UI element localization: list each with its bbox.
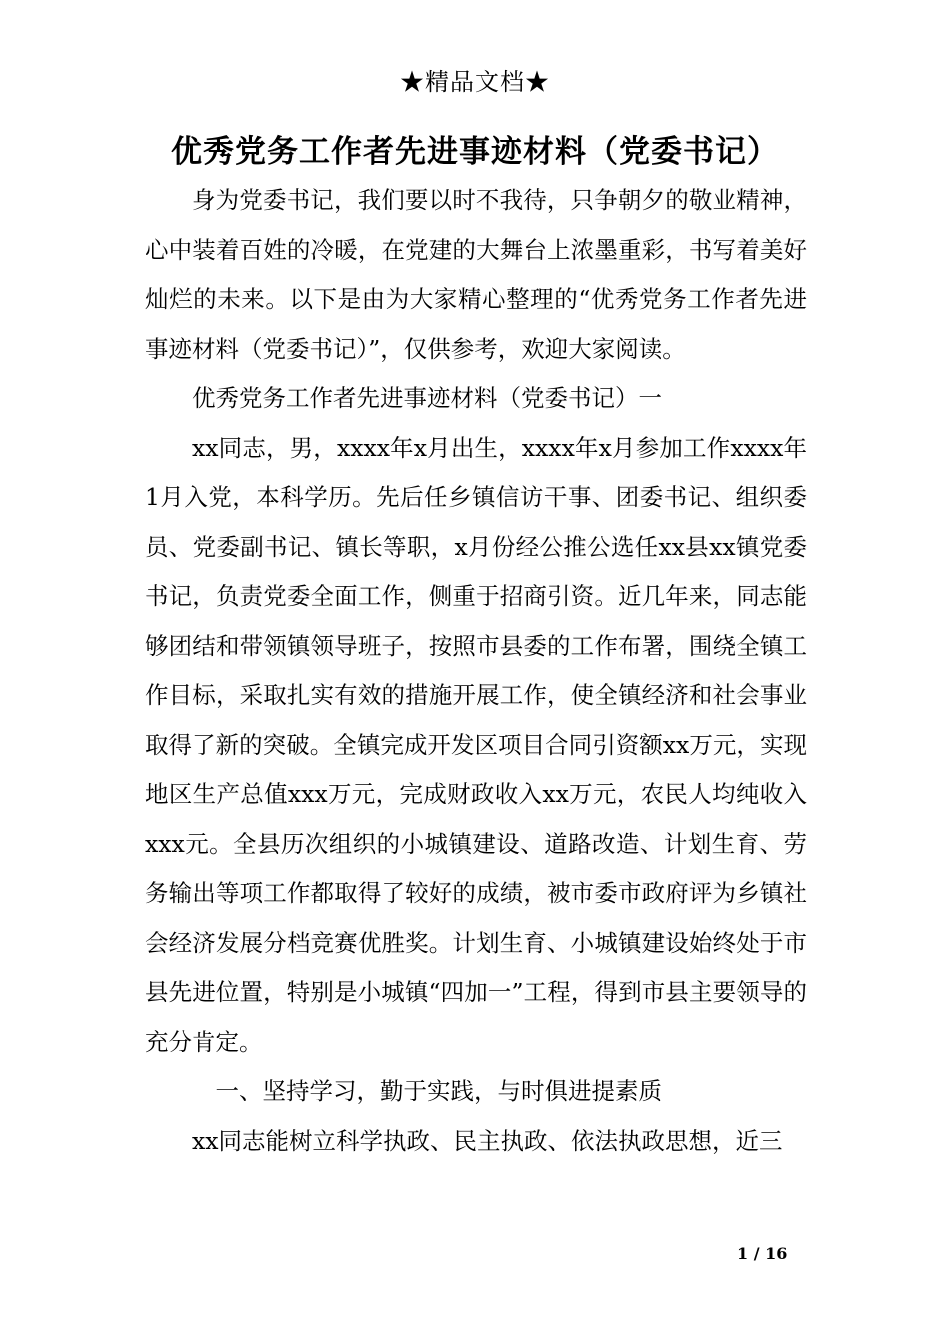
subsection-heading: 一、坚持学习，勤于实践，与时俱进提素质 bbox=[215, 1077, 662, 1105]
page-number: 1 / 16 bbox=[737, 1244, 788, 1263]
section-heading: 优秀党务工作者先进事迹材料（党委书记）一 bbox=[192, 384, 662, 412]
document-title: 优秀党务工作者先进事迹材料（党委书记） bbox=[171, 134, 779, 170]
document-body bbox=[145, 176, 807, 1166]
header-mark: ★精品文档★ bbox=[400, 68, 550, 96]
body-paragraph: xx同志能树立科学执政、民主执政、依法执政思想，近三 bbox=[192, 1126, 783, 1155]
intro-paragraph: 身为党委书记，我们要以时不我待，只争朝夕的敬业精神，心中装着百姓的冷暖，在党建的大舞台上浓墨重彩，书写着美好灿烂的未来。以下是由为大家精心整理的“优秀党务工作者先进事迹材料（党委书记）”，仅供参考，欢迎大家阅读。 bbox=[145, 186, 807, 363]
body-paragraph: xx同志，男，xxxx年x月出生，xxxx年x月参加工作xxxx年1月入党，本科学历。先后任乡镇信访干事、团委书记、组织委员、党委副书记、镇长等职，x月份经公推公选任xx县xx镇党委书记，负责党委全面工作，侧重于招商引资。近几年来，同志能够团结和带领镇领导班子，按照市县委的工作布署，围绕全镇工作目标，采取扎实有效的措施开展工作，使全镇经济和社会事业取得了新的突破。全镇完成开发区项目合同引资额xx万元，实现地区生产总值xxx万元，完成财政收入xx万元，农民人均纯收入xxx元。全县历次组织的小城镇建设、道路改造、计划生育、劳务输出等项工作都取得了较好的成绩，被市委市政府评为乡镇社会经济发展分档竞赛优胜奖。计划生育、小城镇建设始终处于市县先进位置，特别是小城镇“四加一”工程，得到市县主要领导的充分肯定。 bbox=[145, 433, 807, 1056]
